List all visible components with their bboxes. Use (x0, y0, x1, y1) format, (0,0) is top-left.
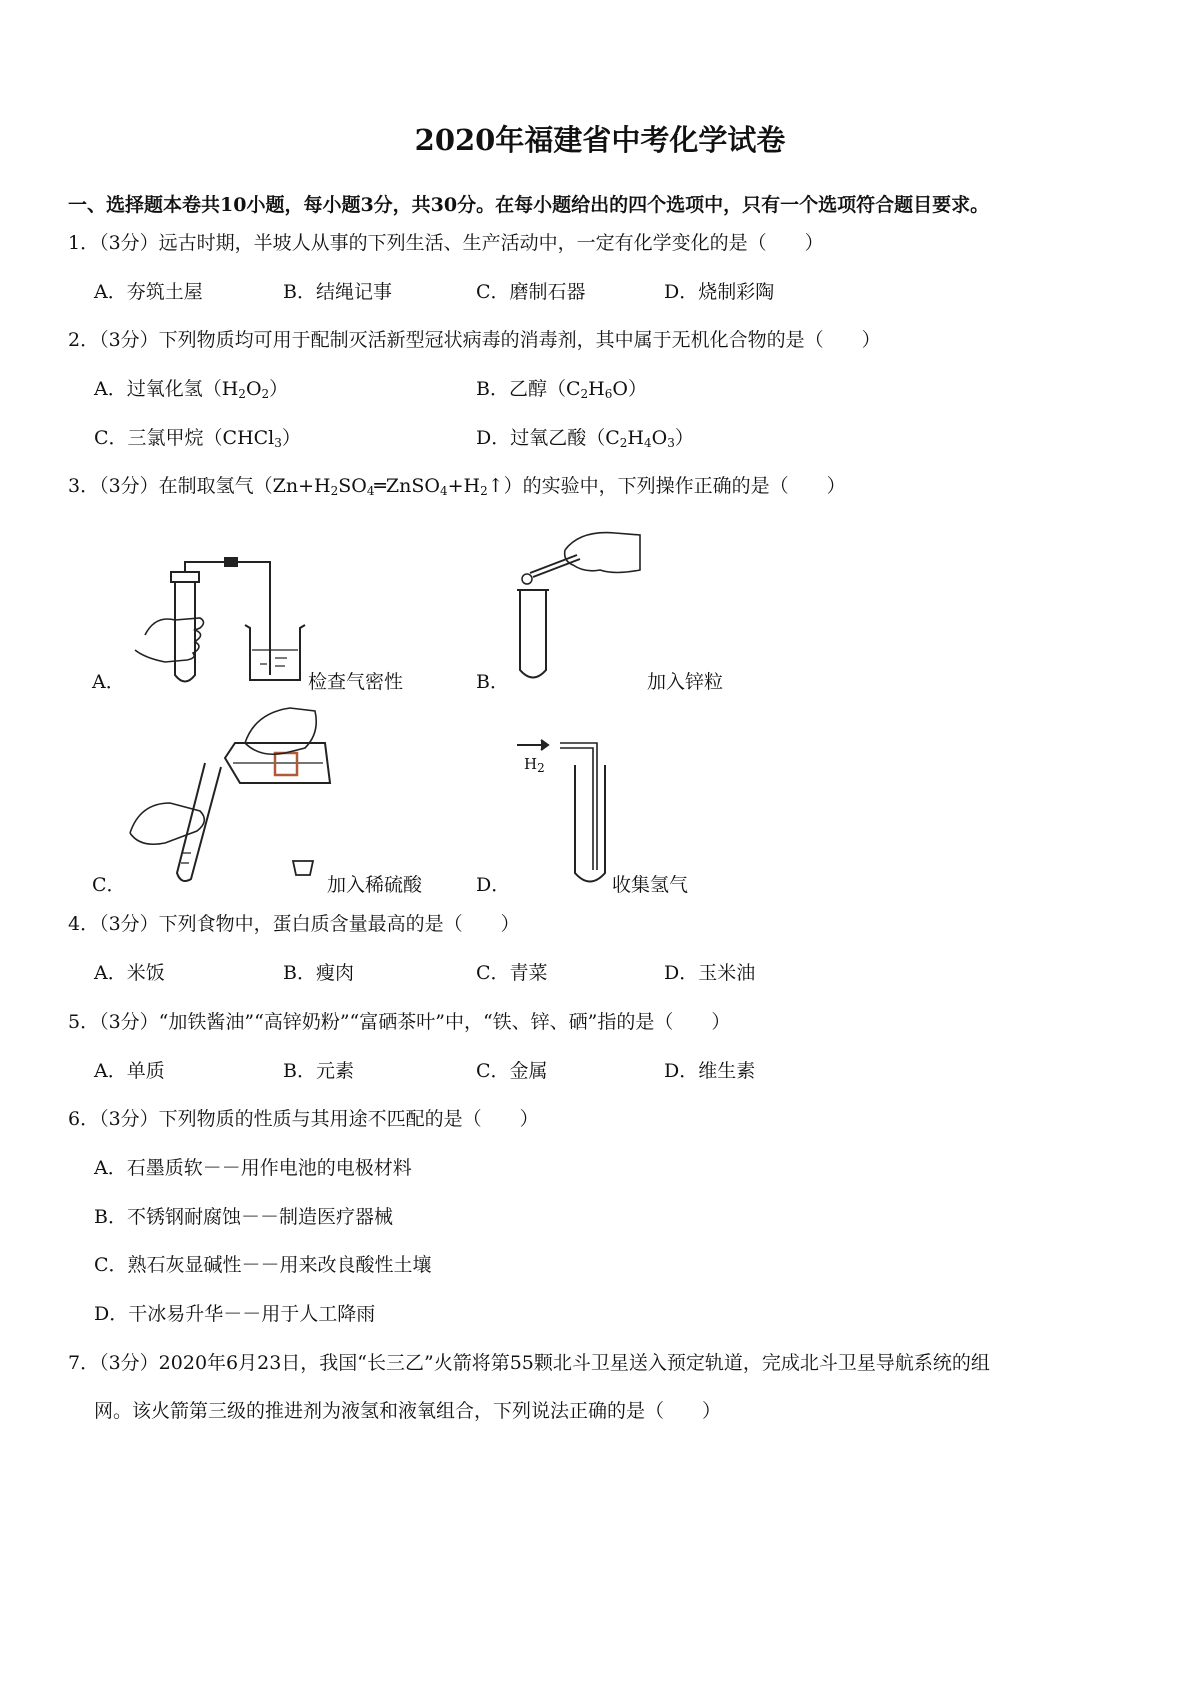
figure-add-zinc (505, 525, 650, 685)
q1-option-a: A．夯筑土屋 (94, 281, 203, 303)
question-3-stem: 3．（3分）在制取氢气$(Zn+H_2SO_4═ZnSO_4+H_2↑)$的实验中，下列操作正确的是（ ） (68, 475, 846, 498)
question-5-stem: 5．（3分）“加铁酱油”“高锌奶粉”“富硒茶叶”中，“铁、锌、硒”指的是（ ） (68, 1011, 731, 1033)
q2-option-c: C．三氯甲烷（CHCl$_3$） (94, 427, 301, 450)
q4-option-c: C．青菜 (476, 962, 548, 984)
q3-option-b-caption: 加入锌粒 (647, 671, 724, 693)
q1-option-b: B．结绳记事 (283, 281, 392, 303)
question-4-stem: 4．（3分）下列食物中，蛋白质含量最高的是（ ） (68, 913, 520, 935)
q2-option-a: A．过氧化氢$(H_2O_2)$ (94, 378, 289, 401)
q3-option-d-letter: D． (476, 874, 511, 896)
q6-option-c: C．熟石灰显碱性－－用来改良酸性土壤 (94, 1254, 432, 1276)
question-2-stem: 2．（3分）下列物质均可用于配制灭活新型冠状病毒的消毒剂，其中属于无机化合物的是（ ） (68, 329, 881, 351)
q2-option-d: D．过氧乙酸$(C_2H_4O_3)$ (476, 427, 694, 450)
figure-pour-acid (125, 703, 335, 888)
q6-option-a: A．石墨质软－－用作电池的电极材料 (94, 1157, 412, 1179)
q4-option-a: A．米饭 (94, 962, 165, 984)
q1-option-c: C．磨制石器 (476, 281, 586, 303)
q3-option-a-caption: 检查气密性 (308, 671, 404, 693)
q3-option-d-caption: 收集氢气 (612, 874, 689, 896)
q1-option-d: D．烧制彩陶 (664, 281, 775, 303)
q3-option-c-caption: 加入稀硫酸 (327, 874, 423, 896)
section-heading: 一、选择题本卷共10小题，每小题3分，共30分。在每小题给出的四个选项中，只有一个选项符合题目要求。 (68, 194, 990, 216)
q5-option-d: D．维生素 (664, 1060, 756, 1082)
hydrogen-arrow-label: $H_2$ (524, 755, 545, 775)
question-7-stem-line2: 网。该火箭第三级的推进剂为液氢和液氧组合，下列说法正确的是（ ） (94, 1400, 722, 1422)
q3-option-a-letter: A． (92, 671, 125, 693)
question-6-stem: 6．（3分）下列物质的性质与其用途不匹配的是（ ） (68, 1108, 539, 1130)
q3-option-b-letter: B． (476, 671, 509, 693)
page-title: 2020年福建省中考化学试卷 (414, 123, 786, 157)
q5-option-a: A．单质 (94, 1060, 165, 1082)
q5-option-b: B．元素 (283, 1060, 354, 1082)
q6-option-d: D．干冰易升华－－用于人工降雨 (94, 1303, 376, 1325)
q2-option-b: B．乙醇$(C_2H_6O)$ (476, 378, 647, 401)
q6-option-b: B．不锈钢耐腐蚀－－制造医疗器械 (94, 1206, 393, 1228)
q4-option-b: B．瘦肉 (283, 962, 354, 984)
figure-airtightness-check (125, 540, 315, 690)
q5-option-c: C．金属 (476, 1060, 548, 1082)
question-7-stem-line1: 7．（3分）2020年6月23日，我国“长三乙”火箭将第55颗北斗卫星送入预定轨道，完成北斗卫星导航系统的组 (68, 1352, 990, 1374)
q4-option-d: D．玉米油 (664, 962, 756, 984)
q3-option-c-letter: C． (92, 874, 126, 896)
question-1-stem: 1．（3分）远古时期，半坡人从事的下列生活、生产活动中，一定有化学变化的是（ ） (68, 232, 824, 254)
